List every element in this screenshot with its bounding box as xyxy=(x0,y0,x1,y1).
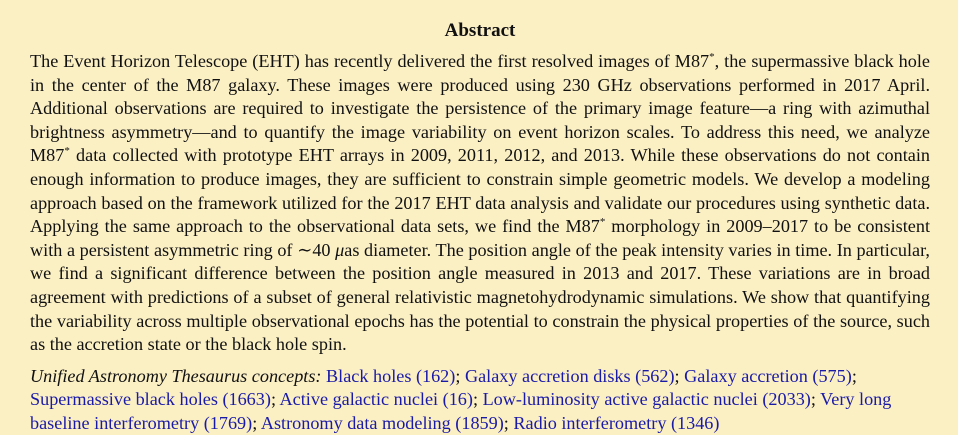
abstract-text-5: as diameter. The position angle of the peak intensity varies in time. In particular, we find a significant difference between the position angle measured in 2013 and 2017. These variations are in broad agreement with predictions of a subset of general relativistic magnetohydrodynamic simulations. We show that quantifying the variability across multiple observational epochs has the potential to constrain the physical properties of the source, such as the accretion state or the black hole spin. xyxy=(30,239,930,355)
asterisk-superscript: * xyxy=(709,50,715,63)
uat-concepts xyxy=(30,365,930,435)
mu-symbol: μ xyxy=(335,239,345,260)
abstract-text-1: The Event Horizon Telescope (EHT) has recently delivered the first resolved images of M87 xyxy=(30,51,710,71)
concept-link[interactable]: Black holes (162) xyxy=(326,365,456,386)
concept-separator: ; xyxy=(270,389,280,410)
concept-link[interactable]: Supermassive black holes (1663) xyxy=(30,389,271,410)
concept-separator: ; xyxy=(810,389,821,410)
abstract-heading: Abstract xyxy=(444,20,516,41)
concepts-label: Unified Astronomy Thesaurus concepts: xyxy=(30,365,322,386)
concept-link[interactable]: Galaxy accretion disks (562) xyxy=(464,365,675,386)
concept-link[interactable]: Active galactic nuclei (16) xyxy=(279,389,473,410)
concept-separator: ; xyxy=(455,365,465,386)
concept-link[interactable]: Very long baseline interferometry (1769) xyxy=(30,389,892,433)
abstract-paragraph xyxy=(30,50,930,357)
concept-separator: ; xyxy=(252,412,261,433)
abstract-text-4: morphology in 2009–2017 to be consistent with a persistent asymmetric ring of ∼40 xyxy=(30,216,930,260)
concept-link[interactable]: Galaxy accretion (575) xyxy=(684,365,852,386)
asterisk-superscript: * xyxy=(599,216,606,229)
concept-link[interactable]: Radio interferometry (1346) xyxy=(513,412,720,433)
asterisk-superscript: * xyxy=(64,145,70,158)
concept-separator: ; xyxy=(851,365,857,386)
abstract-text-2: , the supermassive black hole in the center of the M87 galaxy. These images were produced using 230 GHz observations performed in 2017 April. Additional observations are required to investigate the persistence of the primary image feature—a ring with azimuthal brightness asymmetry—and to quantify the image variability on event horizon scales. To address this need, we analyze M87 xyxy=(30,51,930,166)
concept-link[interactable]: Astronomy data modeling (1859) xyxy=(260,412,504,433)
concept-separator: ; xyxy=(674,365,685,386)
concept-link[interactable]: Low-luminosity active galactic nuclei (2033) xyxy=(482,389,811,410)
concept-separator: ; xyxy=(472,389,483,410)
abstract-text-3: data collected with prototype EHT arrays in 2009, 2011, 2012, and 2013. While these observations do not contain enough information to produce images, they are sufficient to constrain simple geometric models. We develop a modeling approach based on the framework utilized for the 2017 EHT data analysis and validate our procedures using synthetic data. Applying the same approach to the observational data sets, we find the M87 xyxy=(30,145,930,237)
concept-separator: ; xyxy=(503,412,514,433)
